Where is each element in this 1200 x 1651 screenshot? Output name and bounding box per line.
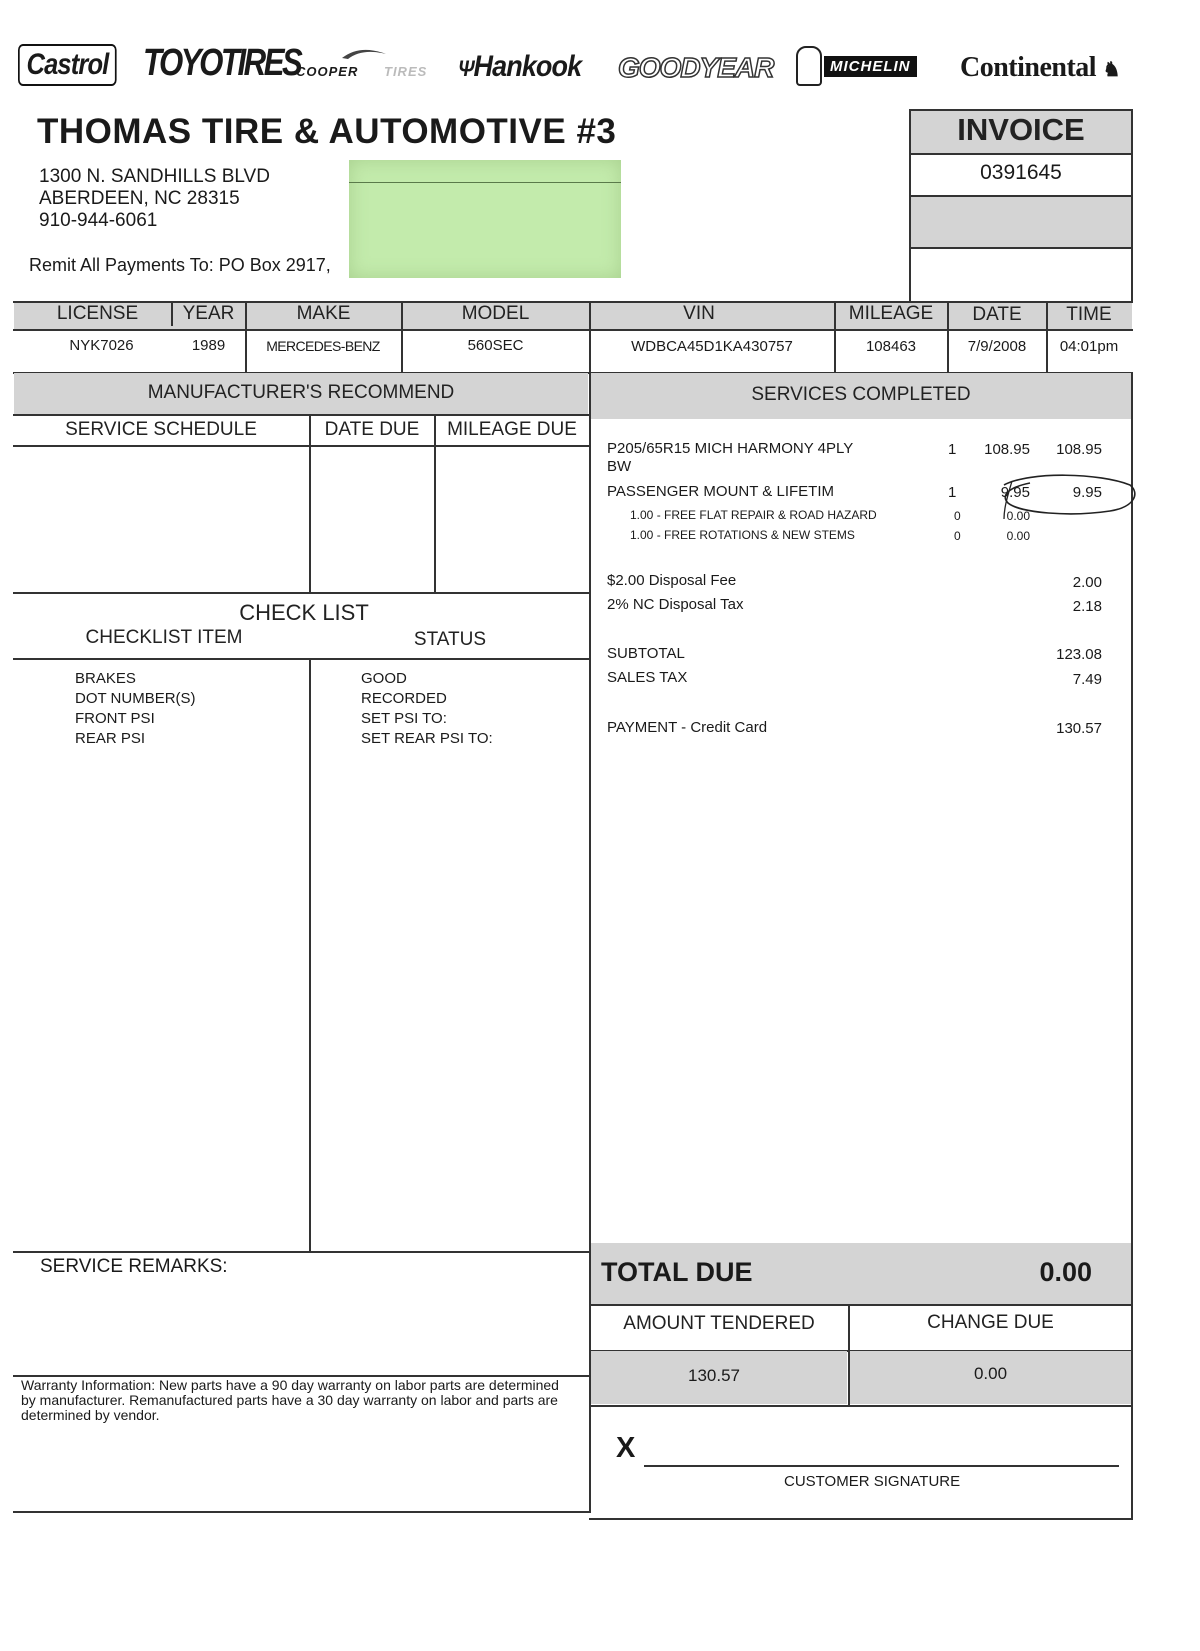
hdr-make: MAKE <box>296 303 351 324</box>
service-remarks-label: SERVICE REMARKS: <box>40 1256 228 1277</box>
checklist-status: RECORDED <box>361 690 447 707</box>
hdr-mileage: MILEAGE <box>848 303 934 324</box>
castrol-logo: Castrol <box>18 44 117 86</box>
checklist-item: FRONT PSI <box>75 710 155 727</box>
col-status: STATUS <box>413 629 487 650</box>
payment-value: 130.57 <box>1056 720 1102 737</box>
customer-signature-label: CUSTOMER SIGNATURE <box>784 1473 961 1490</box>
service-price: 0.00 <box>1006 529 1030 543</box>
company-address-2: ABERDEEN, NC 28315 <box>39 188 240 209</box>
val-model: 560SEC <box>467 337 524 354</box>
col-checklist-item: CHECKLIST ITEM <box>85 627 243 648</box>
toyo-logo: TOYOTIRES <box>143 42 301 84</box>
val-make: MERCEDES-BENZ <box>266 338 380 354</box>
change-due-value: 0.00 <box>973 1364 1008 1383</box>
invoice-number: 0391645 <box>980 161 1062 184</box>
checklist-title: CHECK LIST <box>239 600 369 625</box>
service-price: 108.95 <box>984 441 1030 458</box>
val-vin: WDBCA45D1KA430757 <box>631 338 793 355</box>
service-desc: PASSENGER MOUNT & LIFETIM <box>607 483 834 500</box>
hankook-logo: ΨHankook <box>458 50 582 83</box>
recommend-title: MANUFACTURER'S RECOMMEND <box>147 382 455 403</box>
sales-tax-label: SALES TAX <box>607 669 688 686</box>
hdr-model: MODEL <box>461 303 530 324</box>
company-phone: 910-944-6061 <box>39 210 158 231</box>
service-total: 108.95 <box>1056 441 1102 458</box>
service-desc: P205/65R15 MICH HARMONY 4PLY <box>607 440 854 457</box>
remit-text: Remit All Payments To: PO Box 2917, <box>29 255 331 275</box>
service-price: 9.95 <box>1000 484 1030 501</box>
hdr-year: YEAR <box>182 303 235 324</box>
goodyear-logo: GOODYEAR <box>618 52 774 83</box>
signature-line[interactable] <box>644 1465 1119 1467</box>
service-qty: 1 <box>948 484 957 501</box>
amount-tendered-label: AMOUNT TENDERED <box>623 1313 815 1334</box>
col-mileage-due: MILEAGE DUE <box>447 419 577 440</box>
checklist-status: GOOD <box>361 670 407 687</box>
disposal-tax-label: 2% NC Disposal Tax <box>607 596 744 613</box>
company-name: THOMAS TIRE & AUTOMOTIVE #3 <box>37 112 617 151</box>
disposal-tax-value: 2.18 <box>1072 598 1102 615</box>
total-due-value: 0.00 <box>1039 1257 1092 1287</box>
service-desc-2: BW <box>607 458 632 475</box>
subtotal-label: SUBTOTAL <box>607 645 685 662</box>
warranty-text: Warranty Information: New parts have a 90 day warranty on labor parts are determined by manufacturer. Remanufactured parts have a 30 day warranty on labor and parts are determined by vendor. <box>21 1377 559 1423</box>
change-due-label: CHANGE DUE <box>927 1312 1054 1333</box>
service-qty: 0 <box>954 509 961 523</box>
checklist-status: SET PSI TO: <box>361 710 447 727</box>
col-service-schedule: SERVICE SCHEDULE <box>65 419 257 440</box>
val-license: NYK7026 <box>69 337 134 354</box>
service-qty: 0 <box>954 529 961 543</box>
cooper-swoosh-icon <box>336 46 392 64</box>
hdr-time: TIME <box>1066 304 1112 325</box>
checklist-item: BRAKES <box>75 670 136 687</box>
hdr-vin: VIN <box>683 303 715 324</box>
service-price: 0.00 <box>1006 509 1030 523</box>
continental-logo: Continental ♞ <box>960 52 1121 83</box>
service-subline: 1.00 - FREE ROTATIONS & NEW STEMS <box>630 528 855 542</box>
signature-x[interactable]: X <box>616 1432 636 1464</box>
hdr-license: LICENSE <box>56 303 139 324</box>
service-subline: 1.00 - FREE FLAT REPAIR & ROAD HAZARD <box>630 508 877 522</box>
val-date: 7/9/2008 <box>967 338 1027 355</box>
subtotal-value: 123.08 <box>1056 646 1102 663</box>
invoice-label: INVOICE <box>957 112 1085 147</box>
val-time: 04:01pm <box>1059 338 1119 355</box>
amount-tendered-value: 130.57 <box>688 1366 740 1385</box>
val-year: 1989 <box>191 337 226 354</box>
total-due-label: TOTAL DUE <box>601 1257 753 1287</box>
checklist-item: DOT NUMBER(S) <box>75 690 196 707</box>
bibendum-icon <box>796 46 822 86</box>
checklist-status: SET REAR PSI TO: <box>361 730 493 747</box>
hdr-date: DATE <box>972 304 1022 325</box>
disposal-fee-label: $2.00 Disposal Fee <box>607 572 737 589</box>
service-qty: 1 <box>948 441 957 458</box>
checklist-item: REAR PSI <box>75 730 146 747</box>
company-address-1: 1300 N. SANDHILLS BLVD <box>39 166 270 187</box>
horse-icon: ♞ <box>1102 59 1121 81</box>
disposal-fee-value: 2.00 <box>1072 574 1102 591</box>
col-date-due: DATE DUE <box>324 419 420 440</box>
service-total: 9.95 <box>1072 484 1102 501</box>
sales-tax-value: 7.49 <box>1072 671 1102 688</box>
services-title: SERVICES COMPLETED <box>751 384 971 405</box>
redaction-sticker <box>349 160 621 278</box>
payment-label: PAYMENT - Credit Card <box>607 719 768 736</box>
val-mileage: 108463 <box>865 338 917 355</box>
